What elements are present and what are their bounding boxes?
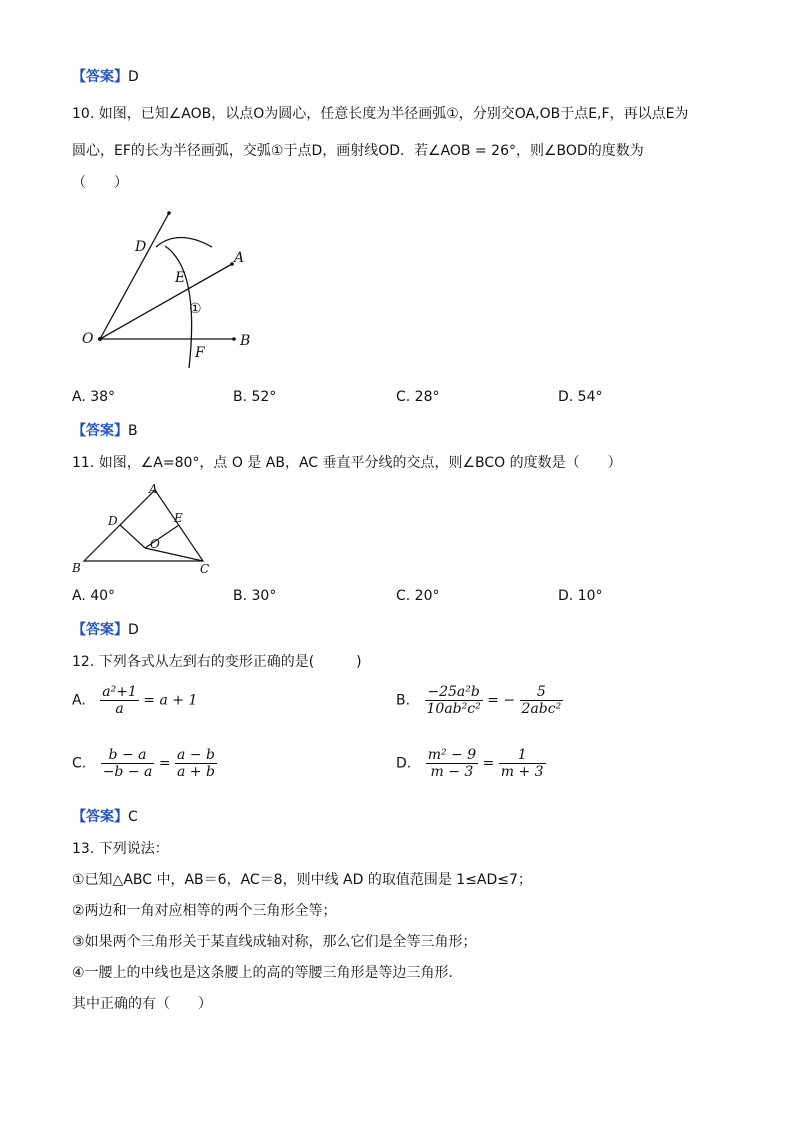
equals: = (482, 755, 495, 772)
fraction (100, 684, 139, 717)
point-b (232, 337, 236, 341)
q10-option-b: B. 52° (233, 389, 277, 405)
denominator: 10ab²c² (426, 701, 481, 717)
q10-option-d: D. 54° (558, 389, 603, 405)
numerator: −25a²b (425, 684, 483, 701)
denominator: a (115, 701, 124, 717)
label-d: D (108, 514, 118, 528)
q11-option-a: A. 40° (72, 588, 116, 604)
option-letter: C. (72, 755, 87, 772)
label-c: C (200, 562, 210, 576)
point-ray-end (167, 211, 171, 215)
segment-do (120, 525, 145, 548)
label-d: D (135, 239, 147, 255)
label-circle-1: ① (189, 301, 202, 317)
numerator: b − a (101, 747, 155, 764)
answer-label: 【答案】 (72, 622, 128, 638)
label-a: A (149, 482, 158, 496)
q12-option-a (72, 684, 197, 717)
label-o: O (150, 537, 160, 551)
q10-figure (70, 200, 270, 375)
q11-option-d: D. 10° (558, 588, 603, 604)
denominator: m + 3 (500, 764, 544, 780)
option-letter: A. (72, 692, 86, 709)
q12-option-c (72, 747, 217, 780)
label-o: O (82, 331, 94, 347)
answer-value: B (128, 423, 138, 439)
numerator: a − b (177, 747, 215, 763)
numerator: a²+1 (102, 684, 137, 700)
q13-item-3: ③如果两个三角形关于某直线成轴对称，那么它们是全等三角形； (72, 934, 477, 950)
numerator: 1 (499, 747, 546, 764)
q13-ask: 其中正确的有（ ） (72, 996, 212, 1012)
numerator: 5 (520, 684, 564, 701)
q11-text: 11. 如图，∠A=80°，点 O 是 AB，AC 垂直平分线的交点，则∠BCO 的度数是（ ） (72, 455, 622, 471)
triangle-abc (84, 490, 203, 561)
point-o (98, 337, 102, 341)
rhs: = a + 1 (143, 692, 198, 709)
denominator: −b − a (102, 764, 153, 780)
q12-option-d (396, 747, 546, 780)
q10-line2: 圆心，EF的长为半径画弧，交弧①于点D，画射线OD．若∠AOB = 26°，则∠BOD的度数为 (72, 143, 644, 159)
label-b: B (72, 561, 81, 575)
answer-value: D (128, 69, 139, 85)
q11-option-c: C. 20° (396, 588, 440, 604)
label-f: F (195, 345, 205, 361)
denominator: a + b (177, 764, 215, 780)
answer-value: C (128, 809, 138, 825)
answer-label: 【答案】 (72, 809, 128, 825)
q11-option-b: B. 30° (233, 588, 277, 604)
fraction-2 (499, 747, 546, 780)
equals: = (158, 755, 171, 772)
q10-line1: 10. 如图，已知∠AOB，以点O为圆心，任意长度为半径画弧①，分别交OA,OB于点E,F，再以点E为 (72, 106, 689, 122)
answer-11 (72, 619, 139, 639)
fraction-2 (520, 684, 564, 717)
option-letter: B. (396, 692, 411, 709)
label-b: B (240, 333, 251, 349)
q13-title: 13. 下列说法： (72, 841, 169, 857)
label-e: E (175, 270, 186, 286)
answer-10 (72, 420, 138, 440)
answer-12 (72, 806, 138, 826)
label-a: A (234, 250, 245, 266)
fraction (425, 684, 483, 717)
label-e: E (174, 511, 183, 525)
answer-label: 【答案】 (72, 423, 128, 439)
fraction-2 (175, 747, 217, 780)
q10-option-c: C. 28° (396, 389, 440, 405)
q11-figure (66, 478, 226, 578)
q13-item-4: ④一腰上的中线也是这条腰上的高的等腰三角形是等边三角形． (72, 965, 463, 981)
answer-label: 【答案】 (72, 69, 128, 85)
numerator: m² − 9 (427, 747, 477, 763)
fraction (101, 747, 155, 780)
arc-d (156, 238, 212, 248)
option-letter: D. (396, 755, 412, 772)
equals: = − (487, 692, 516, 709)
arc-1 (165, 246, 192, 368)
answer-value: D (128, 622, 139, 638)
q10-option-a: A. 38° (72, 389, 116, 405)
q12-option-b (396, 684, 563, 717)
denominator: m − 3 (430, 764, 474, 780)
answer-9 (72, 66, 139, 86)
denominator: 2abc² (521, 701, 562, 717)
q12-text: 12. 下列各式从左到右的变形正确的是( ) (72, 654, 362, 670)
fraction (426, 747, 478, 780)
q13-item-1: ①已知△ABC 中，AB＝6，AC＝8，则中线 AD 的取值范围是 1≤AD≤7； (72, 872, 532, 888)
q10-paren: （ ） (72, 175, 128, 191)
q13-item-2: ②两边和一角对应相等的两个三角形全等； (72, 903, 337, 919)
